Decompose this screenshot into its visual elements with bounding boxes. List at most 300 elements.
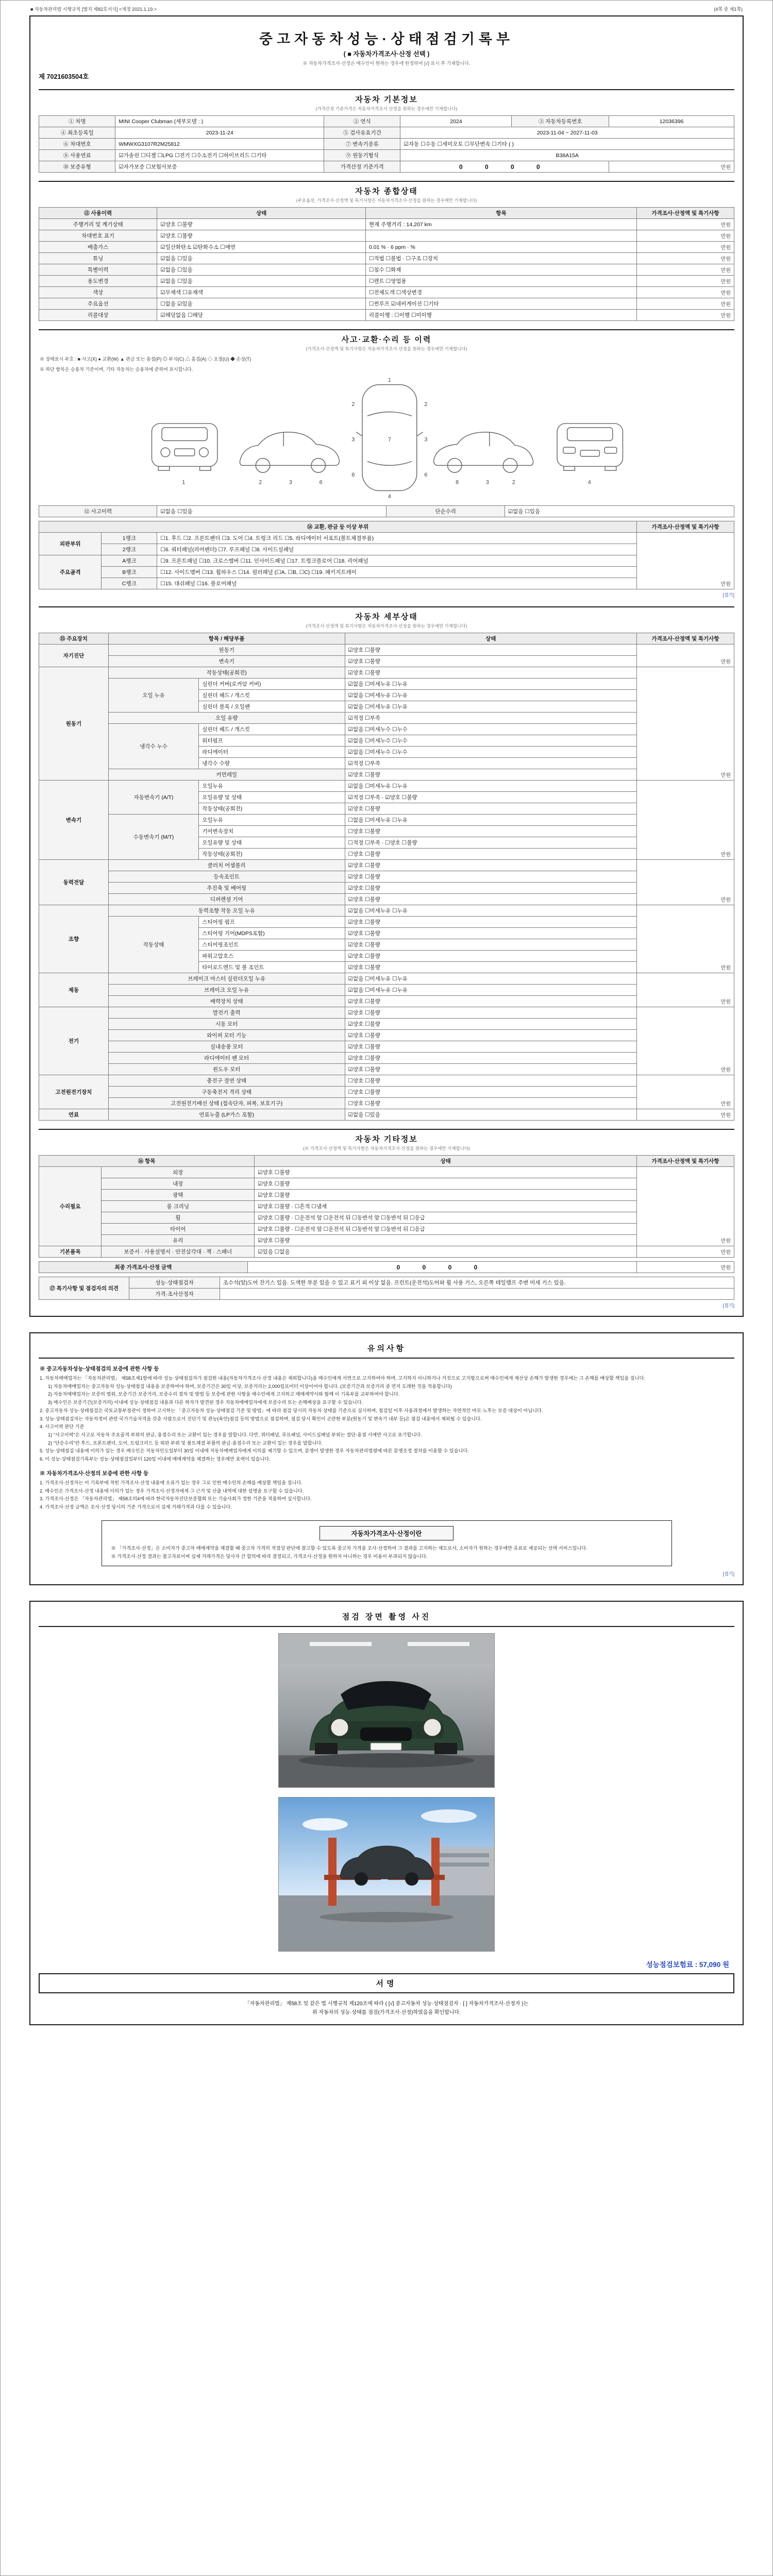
cell: ☑양호 ☐불량 xyxy=(345,996,637,1007)
cell: ② 연식 xyxy=(324,116,400,127)
notice-line: 2) 자동차매매업자는 보증의 범위, 보증기간·보증거리, 보증수리 절차 및 방법 등 보증에 관한 사항을 매수인에게 고지하고 매매계약서와 함께 이 기록부를 교부하여야 합니다. xyxy=(48,1392,400,1397)
table-row xyxy=(39,298,734,310)
photo-lift-outdoor xyxy=(278,1797,495,1952)
table-row xyxy=(39,996,734,1007)
cell: A랭크 xyxy=(102,555,157,567)
cell: 타이어 xyxy=(102,1224,255,1235)
table-row xyxy=(39,1289,734,1300)
svg-text:2: 2 xyxy=(512,479,515,486)
section-detail-header xyxy=(39,606,734,629)
cell: 등속조인트 xyxy=(108,871,345,883)
cell: B랭크 xyxy=(102,567,157,578)
cell: 내장 xyxy=(102,1178,255,1190)
cell: ☐양호 ☐불량 xyxy=(345,1087,637,1098)
cell: ☑없음 ☐있음 xyxy=(157,506,386,517)
section-etc-note: (※ 가격조사·산정액 및 특기사항은 자동차가격조사·산정을 원하는 경우에만 기재합니다) xyxy=(303,1146,470,1151)
cell: 만원 xyxy=(637,242,734,253)
cell: 스티어링조인트 xyxy=(199,939,345,951)
confirmation-line-1: 「자동차관리법」 제58조 및 같은 법 시행규칙 제120조에 따라 ( [√] 중고자동차 성능·상태점검자 · [ ] 자동차가격조사·산정자 )는 xyxy=(244,2001,529,2007)
cell: 라디에이터 xyxy=(199,747,345,758)
final-amount-table xyxy=(39,1261,734,1273)
cell: 기어변속장치 xyxy=(199,826,345,837)
cell: 1랭크 xyxy=(102,533,157,544)
cell: ☑양호 ☐불량 xyxy=(345,1053,637,1064)
cell: 만원 xyxy=(637,973,734,1007)
photo-list xyxy=(39,1633,734,1952)
cell: 추진축 및 베어링 xyxy=(108,883,345,894)
cell: 실내송풍 모터 xyxy=(108,1041,345,1053)
cell: 커먼레일 xyxy=(108,769,345,781)
table-row xyxy=(39,1246,734,1258)
cell: ☐없음 ☑있음 xyxy=(157,298,366,310)
table-row xyxy=(39,1053,734,1064)
collapse-link-detail[interactable]: [접기] xyxy=(722,1303,734,1308)
cell: 만원 xyxy=(637,1007,734,1075)
table-row xyxy=(39,1087,734,1098)
table-row xyxy=(39,1007,734,1019)
cell: ☐썬루프 ☑네비게이션 ☐기타 xyxy=(366,298,637,310)
cell: 원동기 xyxy=(39,667,109,781)
cell: 파워고압호스 xyxy=(199,951,345,962)
photos-title: 점검 장면 촬영 사진 xyxy=(39,1609,734,1627)
section-overall-note: (주요옵션, 가격조사·산정액 및 특기사항은 자동차가격조사·산정을 원하는 경우에만 기재합니다) xyxy=(296,198,477,203)
cell: ☑없음 ☐미세누수 ☐누수 xyxy=(345,724,637,735)
table-row xyxy=(39,116,734,127)
accident-history-table xyxy=(39,505,734,517)
cell: ☑양호 ☐불량 xyxy=(157,230,366,242)
cell: ☐없음 ☐미세누유 ☐누유 xyxy=(345,815,637,826)
cell: ☑양호 ☐불량 xyxy=(157,219,366,230)
table-row xyxy=(39,1019,734,1030)
cell: 주행거리 및 계기상태 xyxy=(39,219,157,230)
svg-text:2: 2 xyxy=(351,401,355,408)
table-row xyxy=(39,860,734,871)
table-row xyxy=(39,1041,734,1053)
collapse-link-notice[interactable]: [접기] xyxy=(722,1571,734,1577)
cell: 룸 크리닝 xyxy=(102,1201,255,1212)
table-row xyxy=(39,973,734,985)
svg-text:1: 1 xyxy=(388,377,391,383)
photos-box xyxy=(29,1601,744,2025)
cell: 기본품목 xyxy=(39,1246,102,1258)
cell: 상태 xyxy=(255,1156,637,1167)
notice-box xyxy=(29,1332,744,1585)
svg-text:7: 7 xyxy=(388,436,391,443)
cell: ☑양호 ☐불량 xyxy=(345,860,637,871)
table-row xyxy=(39,1277,734,1289)
cell: ☐양호 ☐불량 xyxy=(345,826,637,837)
cell: 디퍼렌셜 기어 xyxy=(108,894,345,905)
notice-line: 4. 사고이력 판단 기준 xyxy=(40,1424,85,1430)
cell: ☑없음 ☐있음 xyxy=(157,264,366,276)
cell: ☑양호 ☐불량 xyxy=(345,769,637,781)
photo-garage-front xyxy=(278,1633,495,1788)
table-row xyxy=(39,287,734,298)
cell: ☑양호 ☐불량 xyxy=(345,1064,637,1075)
fee-value: 57,090 원 xyxy=(699,1961,729,1969)
table-row xyxy=(39,1178,734,1190)
cell: 만원 xyxy=(637,230,734,242)
cell: ☑양호 ☐불량 xyxy=(345,656,637,667)
svg-text:2: 2 xyxy=(424,401,428,408)
cell: ☑없음 ☐미세누유 ☐누유 xyxy=(345,905,637,917)
cell: 가격조사·산정액 및 특기사항 xyxy=(637,633,734,645)
collapse-link-accident[interactable]: [접기] xyxy=(722,592,734,598)
cell: ☑적정 ☐부족 · ☑양호 ☐불량 xyxy=(345,792,637,803)
svg-text:6: 6 xyxy=(424,471,428,478)
cell: 만원 xyxy=(637,533,734,589)
cell: 고전원전기배선 상태 (접속단자, 피복, 보호기구) xyxy=(108,1098,345,1109)
cell: ☑없음 ☐있음 xyxy=(157,253,366,264)
cell: ☐1. 후드 ☐2. 프론트펜더 ☐3. 도어 ☐4. 트렁크 리드 ☐5. 라디에이터 서포트(볼트체결부품) xyxy=(157,533,637,544)
cell: 실린더 헤드 / 개스킷 xyxy=(199,724,345,735)
table-row xyxy=(39,161,734,173)
notice-line: ※ 「가격조사·산정」은 소비자가 중고차 매매계약을 체결할 때 중고차 가격의 적절성 판단에 참고할 수 있도록 중고차 가격을 조사·산정하여 그 결과를 고지하는 제도로서, 소비자가 원하는 경우에만 유료로 제공되는 선택 서비스입니다. xyxy=(111,1545,587,1551)
cell: 냉각수 누수 xyxy=(108,724,198,769)
cell: 오일 유량 xyxy=(108,713,345,724)
exchange-panel-table xyxy=(39,521,734,589)
cell: 만원 xyxy=(637,781,734,860)
price-survey-definition-lines xyxy=(110,1545,663,1560)
table-row xyxy=(39,667,734,679)
cell: 와이퍼 모터 기능 xyxy=(108,1030,345,1041)
svg-text:6: 6 xyxy=(351,471,355,478)
form-reference-right: (4쪽 중 제1쪽) xyxy=(714,7,743,12)
section-detail-note: (가격조사·산정액 및 특기사항은 자동차가격조사·산정을 원하는 경우에만 기재합니다) xyxy=(306,623,467,629)
table-row xyxy=(39,1167,734,1178)
cell: 스티어링 기어(MDPS포함) xyxy=(199,928,345,939)
cell: 오일유량 및 상태 xyxy=(199,792,345,803)
section-basic-note: (가격산정 기준가격은 자동차가격조사·산정을 원하는 경우에만 기재합니다) xyxy=(315,106,458,111)
cell: ☑일산화탄소 ☑탄화수소 ☐매연 xyxy=(157,242,366,253)
table-row xyxy=(39,985,734,996)
cell: ☑없음 ☐있음 xyxy=(345,1109,637,1121)
table-row xyxy=(39,633,734,645)
cell: ☑없음 ☐있음 xyxy=(505,506,734,517)
cell: ⑩ 보증유형 xyxy=(39,161,115,173)
cell: ☑적정 ☐부족 xyxy=(345,758,637,769)
table-row xyxy=(39,544,734,555)
cell xyxy=(366,230,637,242)
cell: 연료 xyxy=(39,1109,109,1121)
form-reference-left: ■ 자동차관리법 시행규칙 [별지 제82호서식] <개정 2021.1.19.> xyxy=(30,7,157,12)
cell: ☑양호 ☐불량 xyxy=(345,1019,637,1030)
cell: 외판부위 xyxy=(39,533,102,555)
notice-line: 1. 가격조사·산정자는 이 기록부에 적힌 가격조사·산정 내용에 오류가 있는 경우 그로 인한 매수인의 손해를 배상할 책임을 집니다. xyxy=(40,1480,303,1485)
cell: 고전원전기장치 xyxy=(39,1075,109,1109)
detail-state-table xyxy=(39,633,734,1121)
cell: MINI Cooper Clubman (세부모델 : ) xyxy=(115,116,324,127)
cell: 변속기 xyxy=(108,656,345,667)
table-row xyxy=(39,769,734,781)
cell: 오일 누유 xyxy=(108,679,198,713)
section-basic-header xyxy=(39,89,734,112)
cell: 전기 xyxy=(39,1007,109,1075)
cell: ☑양호 ☐불량 xyxy=(345,962,637,973)
cell: 만원 xyxy=(637,287,734,298)
cell: 조수석(앞)도어 잔기스 있음. 도색한 부분 있을 수 있고 표기 외 이상 없음. 프런트(운전석)도어와 휠 사용 기스, 오른쪽 테일램프 주변 미세 기스 있음. xyxy=(220,1277,734,1289)
table-row xyxy=(39,276,734,287)
cell: 최종 가격조사·산정 금액 xyxy=(39,1262,248,1273)
cell: 외장 xyxy=(102,1167,255,1178)
table-row xyxy=(39,139,734,150)
cell: 광택 xyxy=(102,1190,255,1201)
svg-text:2: 2 xyxy=(259,479,262,486)
cell: ☑없음 ☐미세누수 ☐누수 xyxy=(345,735,637,747)
photo-lift-image xyxy=(279,1798,494,1951)
cell: ☐양호 ☐불량 xyxy=(345,1075,637,1087)
notice-line: ※ 가격조사·산정 결과는 참고자료이며 실제 거래가격은 당사자 간 합의에 따라 결정되고, 가격조사·산정을 원하지 아니하는 경우 비용이 부과되지 않습니다. xyxy=(111,1553,428,1559)
cell: 작동상태(공회전) xyxy=(199,803,345,815)
cell: 배력장치 상태 xyxy=(108,996,345,1007)
table-row xyxy=(39,894,734,905)
cell: 실린더 커버(로커암 커버) xyxy=(199,679,345,690)
cell: 리콜대상 xyxy=(39,310,157,321)
cell: 만원 xyxy=(637,276,734,287)
section-accident-note: (가격조사·산정액 및 특기사항은 자동차가격조사·산정을 원하는 경우에만 기재합니다) xyxy=(306,346,467,351)
cell: 만원 xyxy=(637,298,734,310)
notice-part2-lines xyxy=(39,1479,734,1511)
cell: 동력조향 작동 오일 누유 xyxy=(108,905,345,917)
cell: 타이로드엔드 및 볼 조인트 xyxy=(199,962,345,973)
price-survey-definition-title: 자동차가격조사·산정이란 xyxy=(320,1526,453,1540)
cell: ☑무채색 ☐유채색 xyxy=(157,287,366,298)
cell: 항목 xyxy=(366,208,637,219)
cell: 브레이크 마스터 실린더오일 누유 xyxy=(108,973,345,985)
cell: ☐렌트 ☐영업용 xyxy=(366,276,637,287)
cell: ⑰ 특기사항 및 점검자의 의견 xyxy=(39,1277,129,1300)
cell: 가격조사·산정액 및 특기사항 xyxy=(637,521,734,533)
cell: 스티어링 펌프 xyxy=(199,917,345,928)
table-row xyxy=(39,127,734,139)
cell: 휠 xyxy=(102,1212,255,1224)
cell: ☑양호 ☐불량 xyxy=(345,894,637,905)
notice-part1-title: ※ 중고자동차성능·상태점검의 보증에 관한 사항 등 xyxy=(40,1366,159,1372)
cell: 0 0 0 0 xyxy=(400,161,609,173)
svg-text:3: 3 xyxy=(424,436,428,443)
main-form-box xyxy=(29,15,744,1317)
cell: ⑭ 교환, 판금 등 이상 부위 xyxy=(39,521,637,533)
cell: 냉각수 수량 xyxy=(199,758,345,769)
cell: ☐15. 대쉬패널 ☐16. 플로어패널 xyxy=(157,578,637,589)
cell: ☑양호 ☐불량 xyxy=(345,1041,637,1053)
cell: 용도변경 xyxy=(39,276,157,287)
document-number: 제 7021603504호 xyxy=(39,73,89,80)
table-row xyxy=(39,679,734,690)
cell: ☑양호 ☐불량 xyxy=(255,1235,637,1246)
table-row xyxy=(39,713,734,724)
car-outline-diagram xyxy=(134,376,639,499)
cell: 시동 모터 xyxy=(108,1019,345,1030)
cell: ☐양호 ☐불량 xyxy=(345,1098,637,1109)
cell: 만원 xyxy=(637,1167,734,1246)
cell: 구동축전지 격리 상태 xyxy=(108,1087,345,1098)
table-row xyxy=(39,883,734,894)
table-row xyxy=(39,1224,734,1235)
cell: 가격조사·산정액 및 특기사항 xyxy=(637,1156,734,1167)
cell: ☑양호 ☐불량 · ☐흔적 ☐냄새 xyxy=(255,1201,637,1212)
cell: 특별이력 xyxy=(39,264,157,276)
cell: 주요골격 xyxy=(39,555,102,589)
cell: 0.01 % · 6 ppm · % xyxy=(366,242,637,253)
cell: 윈도우 모터 xyxy=(108,1064,345,1075)
section-overall-title: 자동차 종합상태 xyxy=(355,187,418,196)
cell: ☑양호 ☐불량 xyxy=(255,1178,637,1190)
cell: ☑양호 ☐불량 xyxy=(345,928,637,939)
table-row xyxy=(39,150,734,161)
svg-text:3: 3 xyxy=(289,479,292,486)
etc-info-table xyxy=(39,1155,734,1258)
cell: ☑양호 ☐불량 xyxy=(345,951,637,962)
table-row xyxy=(39,521,734,533)
signature-header: 서명 xyxy=(39,1973,734,1993)
table-row xyxy=(39,917,734,928)
cell: 실린더 헤드 / 개스킷 xyxy=(199,690,345,701)
svg-text:4: 4 xyxy=(587,479,591,486)
table-row xyxy=(39,1075,734,1087)
cell: ☑없음 ☐있음 xyxy=(157,276,366,287)
cell: 가격·조사산정자 xyxy=(129,1289,220,1300)
cell: ⑨ 원동기형식 xyxy=(324,150,400,161)
cell: 성능·상태점검자 xyxy=(129,1277,220,1289)
cell: 변속기 xyxy=(39,781,109,860)
cell: 리콜이행 : ☐이행 ☐미이행 xyxy=(366,310,637,321)
confirmation-line-2: 위 자동차의 성능·상태를 점검(가격조사·산정)하였음을 확인합니다. xyxy=(312,2010,461,2016)
price-survey-definition-box xyxy=(102,1520,672,1566)
cell: ☑양호 ☐불량 · ☐운전석 앞 ☐운전석 뒤 ☐동반석 앞 ☐동반석 뒤 ☐응급 xyxy=(255,1212,637,1224)
notice-part2-title: ※ 자동차가격조사·산정의 보증에 관한 사항 등 xyxy=(40,1470,149,1477)
table-row xyxy=(39,230,734,242)
table-row xyxy=(39,219,734,230)
cell: 12036396 xyxy=(609,116,734,127)
svg-text:3: 3 xyxy=(351,436,355,443)
cell: 만원 xyxy=(637,860,734,905)
table-row xyxy=(39,871,734,883)
page-title: 중고자동차성능·상태점검기록부 xyxy=(259,31,514,47)
table-row xyxy=(39,815,734,826)
table-row xyxy=(39,645,734,656)
cell: ☑양호 ☐불량 xyxy=(345,667,637,679)
cell: ☐전체도색 ☐색상변경 xyxy=(366,287,637,298)
section-detail-title: 자동차 세부상태 xyxy=(355,613,418,621)
price-survey-select-label: ( ■ 자동차가격조사·산정 선택 ) xyxy=(343,50,430,58)
notice-line: 1. 자동차매매업자는 「자동차관리법」 제58조제1항에 따라 성능·상태점검자가 점검한 내용(자동차가격조사·산정 내용은 제외합니다)을 매수인에게 서면으로 고지하여야 하며, 고지하지 아니하거나 거짓으로 고지함으로써 매수인에게 재산상 손해가 발생한 경우에는 그 손해를 배상할 책임을 집니다. xyxy=(40,1376,645,1381)
cell: 라디에이터 팬 모터 xyxy=(108,1053,345,1064)
overall-state-table xyxy=(39,207,734,321)
cell: ☑적정 ☐부족 xyxy=(345,713,637,724)
cell: ☑양호 ☐불량 xyxy=(345,917,637,928)
notice-line: 6. 이 성능·상태점검기록부는 성능·상태점검일부터 120일 이내에 매매계약을 체결하는 경우에만 효력이 있습니다. xyxy=(40,1456,271,1462)
cell: ③ 자동차등록번호 xyxy=(512,116,609,127)
section-basic-title: 자동차 기본정보 xyxy=(355,95,418,104)
cell: 실린더 블록 / 오일팬 xyxy=(199,701,345,713)
cell: ☐6. 쿼터패널(리어펜더) ☐7. 루프패널 ☐8. 사이드실패널 xyxy=(157,544,637,555)
cell: C랭크 xyxy=(102,578,157,589)
cell: 2023-11-24 xyxy=(115,127,324,139)
fee-label: 성능점검보험료 : xyxy=(646,1961,698,1969)
cell: 오일누유 xyxy=(199,781,345,792)
section-accident-title: 사고·교환·수리 등 이력 xyxy=(341,335,432,344)
cell: 자기진단 xyxy=(39,645,109,667)
cell: ☑없음 ☐미세누유 ☐누유 xyxy=(345,985,637,996)
table-row xyxy=(39,208,734,219)
cell: ☑없음 ☐미세누유 ☐누유 xyxy=(345,701,637,713)
notice-line: 3. 가격조사·산정은 「자동차관리법」 제58조의4에 따라 한국자동차진단보증협회 또는 기술사회가 정한 기준을 적용하여 실시합니다. xyxy=(40,1496,312,1502)
table-row xyxy=(39,1212,734,1224)
car-diagram-wrap xyxy=(39,376,734,502)
cell: ☑양호 ☐불량 · ☐운전석 앞 ☐운전석 뒤 ☐동반석 앞 ☐동반석 뒤 ☐응급 xyxy=(255,1224,637,1235)
table-row xyxy=(39,242,734,253)
cell: 자동변속기 (A/T) xyxy=(108,781,198,815)
table-row xyxy=(39,1064,734,1075)
cell: 조향 xyxy=(39,905,109,973)
cell: 차대번호 표기 xyxy=(39,230,157,242)
cell: 상태 xyxy=(345,633,637,645)
cell: ① 차명 xyxy=(39,116,115,127)
cell: 2024 xyxy=(400,116,512,127)
cell: ☑양호 ☐불량 xyxy=(345,871,637,883)
section-overall-header xyxy=(39,181,734,204)
cell: ☑없음 ☐미세누유 ☐누유 xyxy=(345,781,637,792)
notice-line: 3. 성능·상태점검자는 자동차정비 관련 국가기술자격을 갖춘 사람으로서 진단기 및 관능(육안)점검 등의 방법으로 점검하며, 점검 당시 확인이 곤란한 부분(원동기 및 변속기 내부 등)은 점검 내용에서 제외될 수 있습니다. xyxy=(40,1416,482,1421)
confirmation-statement xyxy=(39,1999,734,2017)
cell: ☑없음 ☐미세누유 ☐누유 xyxy=(345,973,637,985)
form-reference-note xyxy=(30,6,743,12)
cell: ☑자동 ☐수동 ☐세미오토 ☐무단변속 ☐기타 ( ) xyxy=(400,139,734,150)
cell: ⑥ 차대번호 xyxy=(39,139,115,150)
svg-text:8: 8 xyxy=(456,479,459,486)
cell: 만원 xyxy=(637,1075,734,1109)
cell: 충전구 절연 상태 xyxy=(108,1075,345,1087)
cell: 클러치 어셈블리 xyxy=(108,860,345,871)
table-row xyxy=(39,905,734,917)
cell: ☑양호 ☐불량 xyxy=(255,1167,637,1178)
table-row xyxy=(39,1262,734,1273)
table-row xyxy=(39,310,734,321)
cell: 만원 xyxy=(637,264,734,276)
cell: 수리필요 xyxy=(39,1167,102,1246)
cell: 2랭크 xyxy=(102,544,157,555)
cell: 동력전달 xyxy=(39,860,109,905)
cell: ⑯ 항목 xyxy=(39,1156,255,1167)
damage-symbol-legend: ※ 상태표시 부호 : ■ 사고(X) ● 교환(W) ▲ 판금 또는 용접(P) ◎ 부식(C) △ 흠집(A) ◇ 요철(U) ◆ 손상(T) xyxy=(40,357,251,362)
section-etc-header xyxy=(39,1129,734,1151)
cell: 작동상태(공회전) xyxy=(199,849,345,860)
notice-line: 3) 매수인은 보증기간(보증거리) 이내에 성능·상태점검 내용과 다른 하자가 발견된 경우 자동차매매업자에게 보증수리 또는 손해배상을 요구할 수 있습니다. xyxy=(48,1400,363,1405)
cell: ☐양호 ☐불량 xyxy=(345,849,637,860)
cell: 만원 xyxy=(637,1262,734,1273)
cell: 제동 xyxy=(39,973,109,1007)
cell: 2023-11-04 ~ 2027-11-03 xyxy=(400,127,734,139)
cell: 만원 xyxy=(637,310,734,321)
basic-info-table xyxy=(39,115,734,173)
cell: ☑없음 ☐미세누수 ☐누수 xyxy=(345,747,637,758)
table-row xyxy=(39,567,734,578)
cell: WMWXG3107R2M25812 xyxy=(115,139,324,150)
notice-line: 2) "단순수리"란 후드, 프론트펜더, 도어, 트렁크리드 등 외판 부위 및 볼트체결 부품의 판금·용접수리 또는 교환이 있는 경우를 말합니다. xyxy=(48,1440,323,1446)
cell: 만원 xyxy=(637,1109,734,1121)
cell: ☐적정 ☐부족 · ☐양호 ☐불량 xyxy=(345,837,637,849)
cell xyxy=(220,1289,734,1300)
svg-text:6: 6 xyxy=(319,479,323,486)
damage-legend-note: ※ 하단 항목은 승용차 기준이며, 기타 자동차는 승용차에 준하여 표시합니다. xyxy=(40,367,193,372)
cell: 가격산정 기준가격 xyxy=(324,161,400,173)
table-row xyxy=(39,1235,734,1246)
cell: 워터펌프 xyxy=(199,735,345,747)
cell: 가격조사·산정액 및 특기사항 xyxy=(637,208,734,219)
cell: 현재 주행거리 : 14,207 km xyxy=(366,219,637,230)
cell: ⑮ 주요장치 xyxy=(39,633,109,645)
